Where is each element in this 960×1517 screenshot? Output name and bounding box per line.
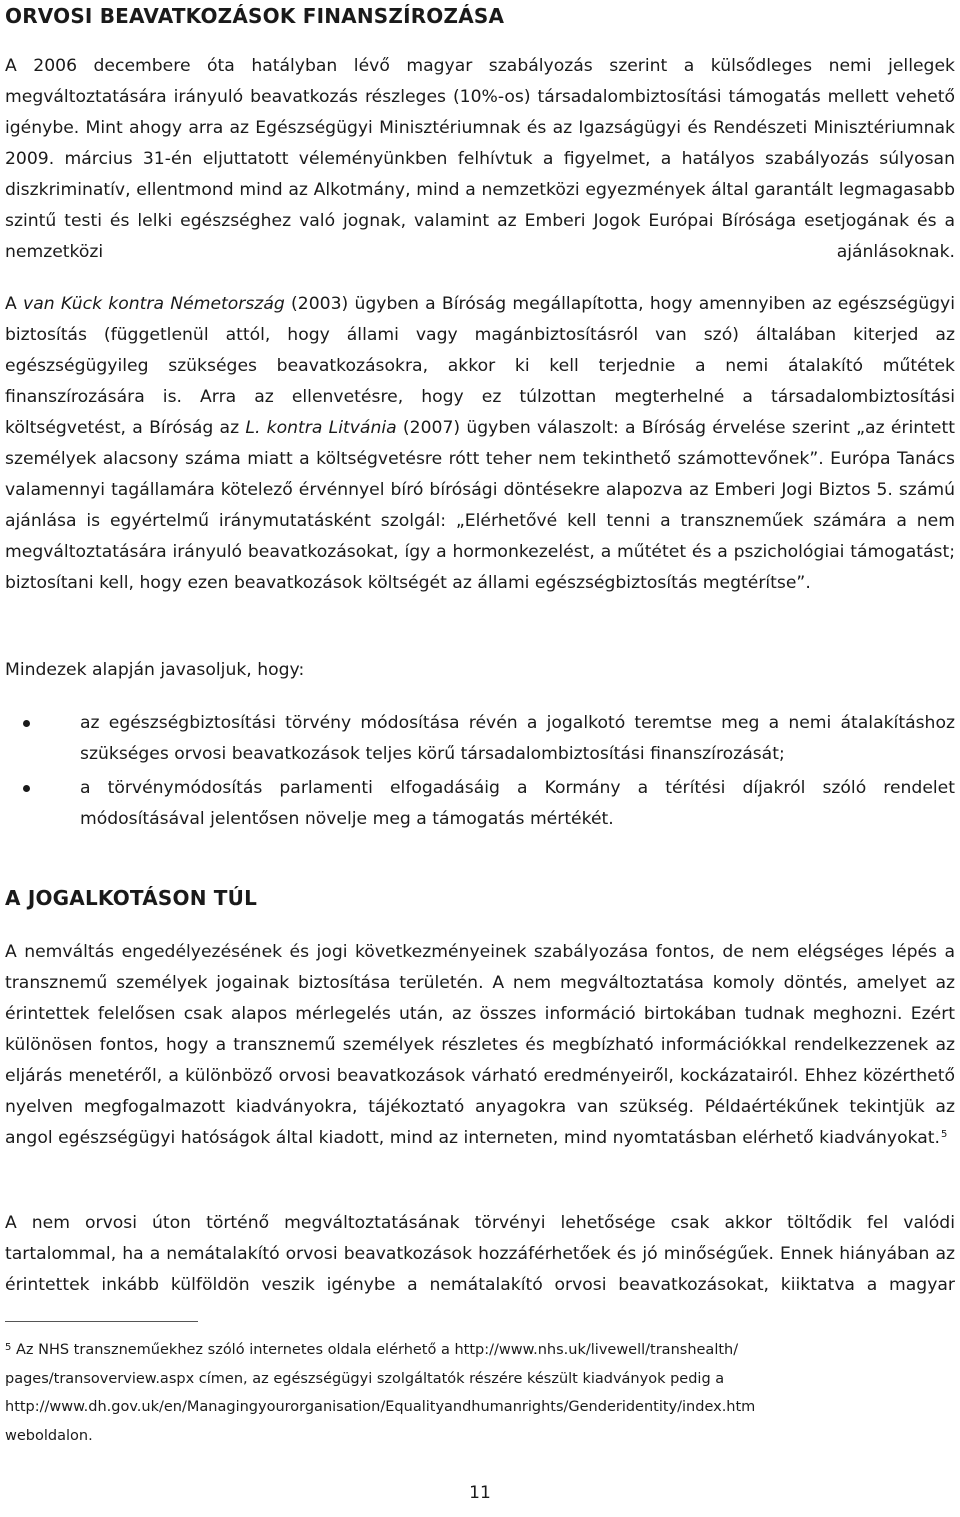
paragraph-access: A nem orvosi úton történő megváltoztatásának törvényi lehetősége csak akkor töltődik fel valódi tartalommal, ha a nemátalakító orvosi beavatkozások hozzáférhetőek és jó minőségűek. Ennek hiányában az érintettek inkább külföldön veszik igénybe a nemátalakító orvosi beavatkozásokat, kiiktatva a magyar xyxy=(5,1213,955,1295)
section-title-beyond-legislation: A JOGALKOTÁSON TÚL xyxy=(5,886,258,910)
paragraph-text: A xyxy=(5,294,24,314)
case-name: van Kück kontra Németország xyxy=(23,294,285,314)
list-item xyxy=(5,773,955,835)
section-title-funding: ORVOSI BEAVATKOZÁSOK FINANSZÍROZÁSA xyxy=(5,4,505,28)
paragraph-text: (2003) ügyben a Bíróság megállapította, hogy amennyiben az egészségügyi biztosítás (függetlenül attól, hogy állami vagy magánbiztosításról van szó) általában kiterjed az egészségügyileg szükséges beavatkozásokra, akkor ki kell terjednie a nemi átalakító műtétek finanszírozására is. Arra az ellenvetésre, hogy ez túlzottan megterhelné a társadalombiztosítási költségvetést, a Bíróság az xyxy=(5,294,955,438)
paragraph-text: A nemváltás engedélyezésének és jogi következményeinek szabályozása fontos, de nem elégséges lépés a transznemű személyek jogainak biztosítása területén. A nem megváltoztatása komoly döntés, amelyet az érintettek felelősen csak alapos mérlegelés után, az összes információ birtokában tudnak meghozni. Ezért különösen fontos, hogy a transznemű személyek részletes és megbízható információkkal rendelkezzenek az eljárás menetéről, a különböző orvosi beavatkozások várható eredményeiről, kockázatairól. Ehhez közérthető nyelven megfogalmazott kiadványokra, tájékoztató anyagokra van szükség. Példaértékűnek tekintjük az angol egészségügyi hatóságok által kiadott, mind az interneten, mind nyomtatásban elérhető kiadványokat. xyxy=(5,942,955,1148)
footnote-marker: 5 xyxy=(5,1342,12,1353)
list-item-text: az egészségbiztosítási törvény módosítása révén a jogalkotó teremtse meg a nemi átalakításhoz szükséges orvosi beavatkozások teljes körű társadalombiztosítási finanszírozását; xyxy=(80,713,955,764)
paragraph-information xyxy=(5,937,955,1154)
footnote-text: Az NHS transzneműekhez szóló internetes oldala elérhető a http://www.nhs.uk/livewell/transhealth/ xyxy=(11,1342,739,1358)
footnote-line xyxy=(5,1336,955,1365)
bullet-icon xyxy=(23,785,30,792)
case-name: L. kontra Litvánia xyxy=(245,418,397,438)
footnote-line: pages/transoverview.aspx címen, az egészségügyi szolgáltatók részére készült kiadványok pedig a xyxy=(5,1370,725,1387)
list-item xyxy=(5,708,955,770)
paragraph-case-law xyxy=(5,289,955,599)
footnote-divider xyxy=(5,1321,198,1322)
proposal-list xyxy=(5,708,955,835)
paragraph-proposal-intro: Mindezek alapján javasoljuk, hogy: xyxy=(5,660,305,680)
list-item-text: a törvénymódosítás parlamenti elfogadásáig a Kormány a térítési díjakról szóló rendelet módosításával jelentősen növelje meg a támogatás mértékét. xyxy=(80,778,955,829)
paragraph-text: A 2006 decembere óta hatályban lévő magyar szabályozás szerint a külsődleges nemi jellegek megváltoztatására irányuló beavatkozás részleges (10%-os) társadalombiztosítási támogatás mellett vehető igénybe. Mint ahogy arra az Egészségügyi Minisztériumnak és az Igazságügyi és Rendészeti Minisztériumnak 2009. március 31-én eljuttatott véleményünkben felhívtuk a figyelmet, a hatályos szabályozás súlyosan diszkriminatív, ellentmond mind az Alkotmány, mind a nemzetközi egyezmények által garantált legmagasabb szintű testi és lelki egészséghez való jognak, valamint az Emberi Jogok Európai Bírósága esetjogának és a nemzetközi ajánlásoknak. xyxy=(5,56,955,262)
paragraph-text: (2007) ügyben válaszolt: a Bíróság érvelése szerint „az érintett személyek alacsony száma miatt a költségvetésre rótt teher nem tekinthető számottevőnek”. Európa Tanács valamennyi tagállamára kötelező érvénnyel bíró bírósági döntésekre alapozva az Emberi Jogi Biztos 5. számú ajánlása is egyértelmű iránymutatásként szolgál: „Elérhetővé kell tenni a transzneműek számára a nem megváltoztatására irányuló beavatkozásokat, így a hormonkezelést, a műtétet és a pszichológiai támogatást; biztosítani kell, hogy ezen beavatkozások költségét az állami egészségbiztosítás megtérítse”. xyxy=(5,418,955,593)
footnote-line: http://www.dh.gov.uk/en/Managingyourorganisation/Equalityandhumanrights/Genderidentity/index.htm xyxy=(5,1399,756,1415)
footnote-reference: 5 xyxy=(940,1129,948,1140)
footnote-line: weboldalon. xyxy=(5,1427,93,1444)
footnote xyxy=(5,1336,955,1450)
bullet-icon xyxy=(23,720,30,727)
paragraph-regulation xyxy=(5,51,955,268)
page-number: 11 xyxy=(469,1483,491,1503)
